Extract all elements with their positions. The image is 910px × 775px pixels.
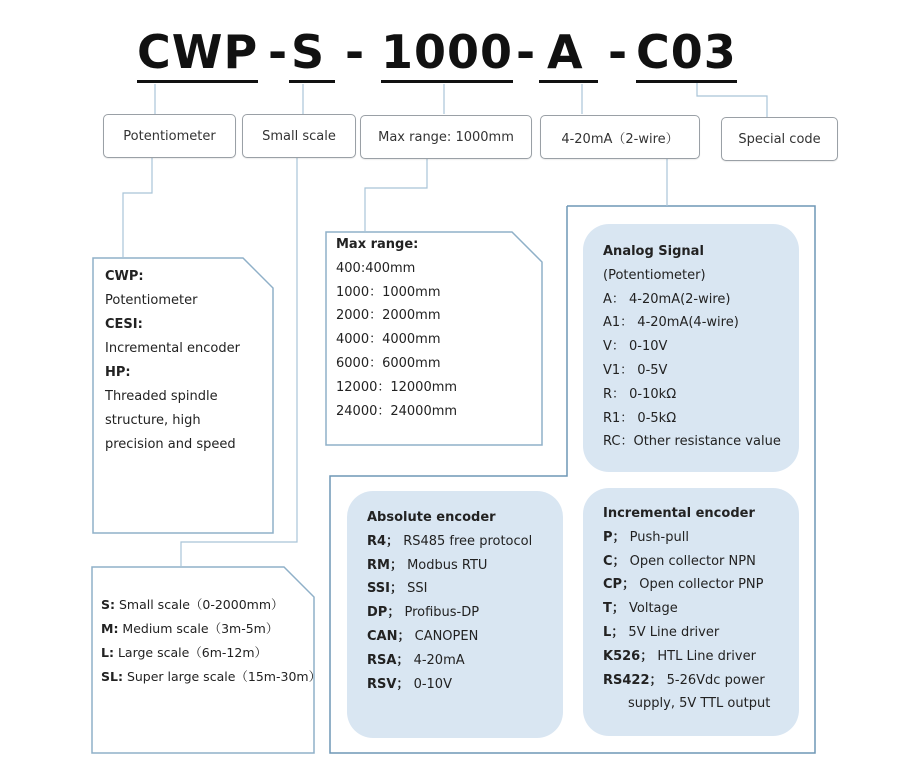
code-c03: C03	[636, 24, 737, 80]
incremental-item: K526； HTL Line driver	[603, 648, 756, 664]
analog-title: Analog Signal	[603, 244, 704, 259]
range-item: 6000：6000mm	[336, 355, 441, 371]
incremental-item: P； Push-pull	[603, 529, 689, 545]
connector-range-note	[365, 158, 427, 232]
connector-type-note	[123, 158, 152, 258]
type-key-cwp: CWP:	[105, 269, 144, 284]
incremental-item: L； 5V Line driver	[603, 624, 720, 640]
range-item: 1000：1000mm	[336, 284, 441, 300]
type-key-cesi: CESI:	[105, 317, 143, 332]
code-range: 1000	[381, 24, 513, 80]
incremental-panel-text	[603, 502, 770, 716]
code-dash-1: -	[268, 25, 288, 79]
incremental-item: T； Voltage	[603, 601, 678, 617]
label-potentiometer: Potentiometer	[103, 114, 236, 158]
scale-note	[101, 593, 321, 689]
label-small-scale: Small scale	[242, 114, 356, 158]
absolute-title: Absolute encoder	[367, 510, 496, 525]
label-special-code: Special code	[721, 117, 838, 161]
code-s: S	[291, 24, 325, 80]
incremental-item: C； Open collector NPN	[603, 553, 756, 569]
scale-item: SL: Super large scale（15m-30m）	[101, 669, 322, 684]
type-value-hp-3: precision and speed	[105, 437, 236, 452]
absolute-item: RSA； 4-20mA	[367, 652, 465, 668]
scale-item: M: Medium scale（3m-5m）	[101, 621, 279, 636]
absolute-panel-text	[367, 506, 532, 696]
code-dash-2: -	[345, 25, 365, 79]
incremental-item: CP； Open collector PNP	[603, 577, 764, 593]
absolute-item: CAN； CANOPEN	[367, 628, 479, 644]
scale-item: S: Small scale（0-2000mm）	[101, 597, 284, 612]
type-key-hp: HP:	[105, 365, 131, 380]
absolute-item: DP； Profibus-DP	[367, 605, 480, 621]
analog-item: A1： 4-20mA(4-wire)	[603, 315, 739, 331]
range-item: 400:400mm	[336, 260, 416, 276]
analog-item: V： 0-10V	[603, 339, 668, 355]
type-value-hp-2: structure, high	[105, 413, 201, 428]
analog-item: V1： 0-5V	[603, 362, 668, 378]
range-note	[336, 233, 457, 423]
code-a: A	[547, 24, 584, 80]
type-value-cesi: Incremental encoder	[105, 341, 240, 356]
analog-item: A： 4-20mA(2-wire)	[603, 291, 731, 307]
type-value-hp-1: Threaded spindle	[105, 389, 218, 404]
code-dash-3: -	[516, 25, 536, 79]
range-item: 12000：12000mm	[336, 379, 458, 395]
incremental-continuation: supply, 5V TTL output	[628, 696, 771, 712]
analog-item: R1： 0-5kΩ	[603, 410, 677, 426]
label-signal: 4-20mA（2-wire）	[540, 115, 700, 159]
code-dash-4: -	[608, 25, 628, 79]
analog-subtitle: (Potentiometer)	[603, 267, 706, 283]
absolute-item: SSI； SSI	[367, 581, 428, 597]
range-item: 24000：24000mm	[336, 403, 458, 419]
range-note-title: Max range:	[336, 237, 419, 252]
type-note	[105, 265, 240, 457]
range-item: 2000：2000mm	[336, 308, 441, 324]
type-value-cwp: Potentiometer	[105, 293, 198, 308]
incremental-item: RS422； 5-26Vdc power	[603, 672, 765, 688]
label-max-range: Max range: 1000mm	[360, 115, 532, 159]
absolute-item: R4； RS485 free protocol	[367, 533, 533, 549]
analog-panel-text	[603, 240, 781, 454]
absolute-item: RM； Modbus RTU	[367, 557, 488, 573]
code-cwp: CWP	[137, 24, 258, 80]
analog-item: R： 0-10kΩ	[603, 386, 677, 402]
absolute-item: RSV； 0-10V	[367, 676, 452, 692]
connector-c03	[697, 82, 767, 117]
scale-item: L: Large scale（6m-12m）	[101, 645, 268, 660]
incremental-title: Incremental encoder	[603, 506, 755, 521]
range-item: 4000：4000mm	[336, 332, 441, 348]
analog-item: RC：Other resistance value	[603, 434, 781, 450]
